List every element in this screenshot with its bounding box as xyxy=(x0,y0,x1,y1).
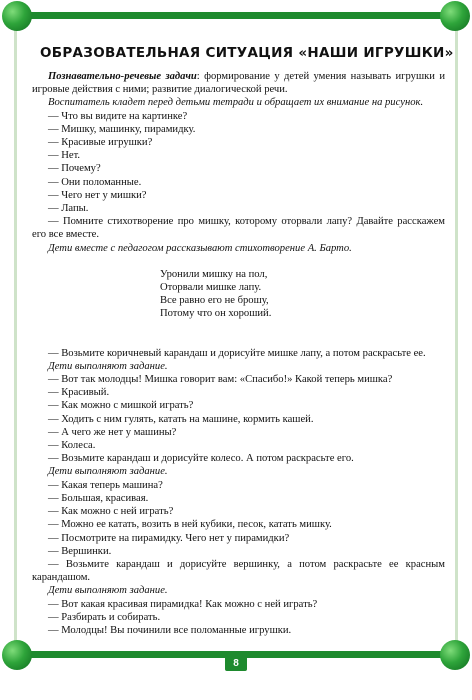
dialogue-line: — А чего же нет у машины? xyxy=(48,426,177,438)
instruction: Дети вместе с педагогом рассказывают стихотворение А. Барто. xyxy=(48,242,352,254)
dialogue-line: — Молодцы! Вы починили все поломанные игрушки. xyxy=(48,624,292,636)
dialogue-line: — Помните стихотворение про мишку, которому оторвали лапу? Давайте расскажем его все вместе. xyxy=(32,216,445,241)
poem-line: Уронили мишку на пол, xyxy=(160,268,268,280)
dialogue-line: — Нет. xyxy=(48,150,81,162)
corner-ornament xyxy=(2,1,32,31)
poem-line: Все равно его не брошу, xyxy=(160,295,269,307)
task-note: Дети выполняют задание. xyxy=(48,360,168,372)
dialogue-line: — Разбирать и собирать. xyxy=(48,611,161,623)
right-border xyxy=(455,19,458,651)
dialogue-line: — Лапы. xyxy=(48,203,89,215)
dialogue-line: — Как можно с ней играть? xyxy=(48,506,174,518)
page-title: ОБРАЗОВАТЕЛЬНАЯ СИТУАЦИЯ «НАШИ ИГРУШКИ» xyxy=(40,45,454,61)
dialogue-line: — Колеса. xyxy=(48,440,96,452)
dialogue-line: — Вершинки. xyxy=(48,545,112,557)
page-number: 8 xyxy=(225,656,247,671)
dialogue-line: — Красивые игрушки? xyxy=(48,137,153,149)
poem-line: Оторвали мишке лапу. xyxy=(160,282,262,294)
task-note: Дети выполняют задание. xyxy=(48,466,168,478)
corner-ornament xyxy=(440,640,470,670)
dialogue-line: — Ходить с ним гулять, катать на машине, кормить кашей. xyxy=(48,413,314,425)
instruction: Воспитатель кладет перед детьми тетради и обращает их внимание на рисунок. xyxy=(48,97,424,109)
intro-text: : формирование у детей умения называть игрушки и игровые действия с ними; развитие диалогической речи. xyxy=(32,71,445,96)
dialogue-line: — Возьмите карандаш и дорисуйте вершинку, а потом раскрасьте ее красным карандашом. xyxy=(32,558,445,584)
page-content xyxy=(32,70,445,637)
corner-ornament xyxy=(2,640,32,670)
dialogue-line: — Возьмите карандаш и дорисуйте колесо. А потом раскрасьте его. xyxy=(48,453,354,465)
dialogue-line: — Чего нет у мишки? xyxy=(48,189,147,201)
intro-paragraph xyxy=(32,70,445,96)
corner-ornament xyxy=(440,1,470,31)
left-border xyxy=(14,19,17,651)
dialogue-line: — Что вы видите на картинке? xyxy=(48,110,188,122)
poem-line: Потому что он хороший. xyxy=(160,308,272,320)
dialogue-line: — Почему? xyxy=(48,163,101,175)
dialogue-line: — Как можно с мишкой играть? xyxy=(48,400,194,412)
poem xyxy=(160,268,445,321)
dialogue-line: — Можно ее катать, возить в ней кубики, песок, катать мишку. xyxy=(48,519,332,531)
task-note: Дети выполняют задание. xyxy=(48,585,168,597)
dialogue-line: — Возьмите коричневый карандаш и дорисуйте мишке лапу, а потом раскрасьте ее. xyxy=(48,347,426,359)
dialogue-line: — Какая теперь машина? xyxy=(48,479,163,491)
dialogue-line: — Вот так молодцы! Мишка говорит вам: «Спасибо!» Какой теперь мишка? xyxy=(48,374,393,386)
dialogue-line: — Посмотрите на пирамидку. Чего нет у пирамидки? xyxy=(48,532,290,544)
dialogue-line: — Они поломанные. xyxy=(48,176,142,188)
top-border xyxy=(14,12,458,19)
dialogue-line: — Мишку, машинку, пирамидку. xyxy=(48,123,196,135)
dialogue-line: — Вот какая красивая пирамидка! Как можно с ней играть? xyxy=(48,598,318,610)
intro-label: Познавательно-речевые задачи xyxy=(48,71,197,82)
dialogue-line: — Красивый. xyxy=(48,387,110,399)
dialogue-line: — Большая, красивая. xyxy=(48,492,149,504)
